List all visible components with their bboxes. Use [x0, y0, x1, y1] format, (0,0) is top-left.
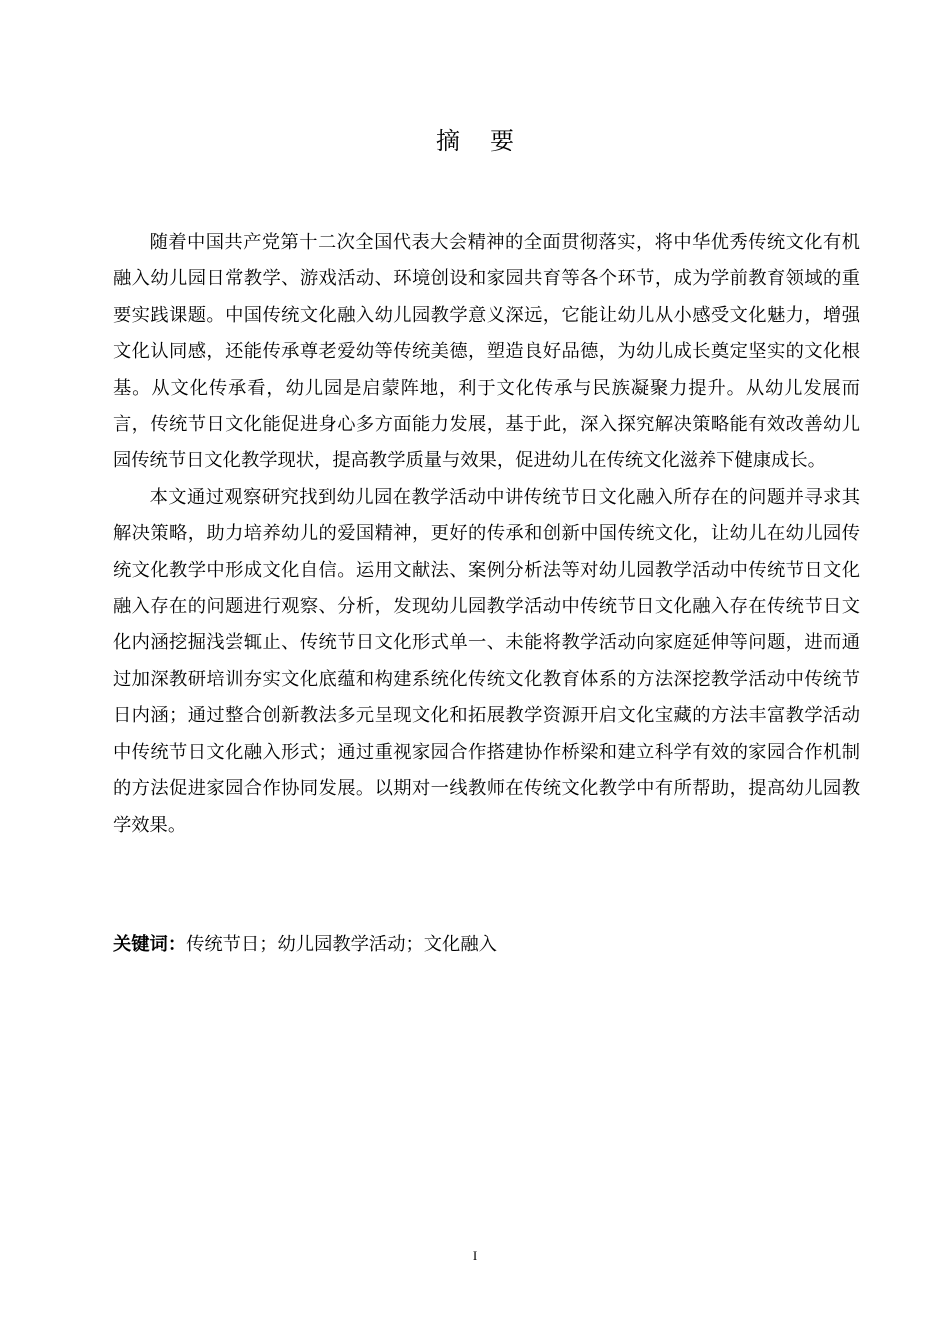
keywords-line: [113, 927, 860, 963]
abstract-body: [113, 225, 860, 844]
abstract-paragraph-1: 随着中国共产党第十二次全国代表大会精神的全面贯彻落实，将中华优秀传统文化有机融入幼儿园日常教学、游戏活动、环境创设和家园共育等各个环节，成为学前教育领域的重要实践课题。中国传统文化融入幼儿园教学意义深远，它能让幼儿从小感受文化魅力，增强文化认同感，还能传承尊老爱幼等传统美德，塑造良好品德，为幼儿成长奠定坚实的文化根基。从文化传承看，幼儿园是启蒙阵地，利于文化传承与民族凝聚力提升。从幼儿发展而言，传统节日文化能促进身心多方面能力发展，基于此，深入探究解决策略能有效改善幼儿园传统节日文化教学现状，提高教学质量与效果，促进幼儿在传统文化滋养下健康成长。: [113, 232, 860, 472]
page-number: I: [472, 1248, 478, 1263]
page-title: [0, 124, 950, 158]
title-char-1: 摘: [436, 127, 460, 155]
title-char-2: 要: [490, 127, 514, 155]
keywords-value: 传统节日；幼儿园教学活动；文化融入: [186, 934, 497, 955]
keywords-label: 关键词：: [113, 934, 187, 955]
abstract-paragraph-2: 本文通过观察研究找到幼儿园在教学活动中讲传统节日文化融入所存在的问题并寻求其解决策略，助力培养幼儿的爱国精神，更好的传承和创新中国传统文化，让幼儿在幼儿园传统文化教学中形成文化自信。运用文献法、案例分析法等对幼儿园教学活动中传统节日文化融入存在的问题进行观察、分析，发现幼儿园教学活动中传统节日文化融入存在传统节日文化内涵挖掘浅尝辄止、传统节日文化形式单一、未能将教学活动向家庭延伸等问题，进而通过加深教研培训夯实文化底蕴和构建系统化传统文化教育体系的方法深挖教学活动中传统节日内涵；通过整合创新教法多元呈现文化和拓展教学资源开启文化宝藏的方法丰富教学活动中传统节日文化融入形式；通过重视家园合作搭建协作桥梁和建立科学有效的家园合作机制的方法促进家园合作协同发展。以期对一线教师在传统文化教学中有所帮助，提高幼儿园教学效果。: [113, 486, 860, 836]
